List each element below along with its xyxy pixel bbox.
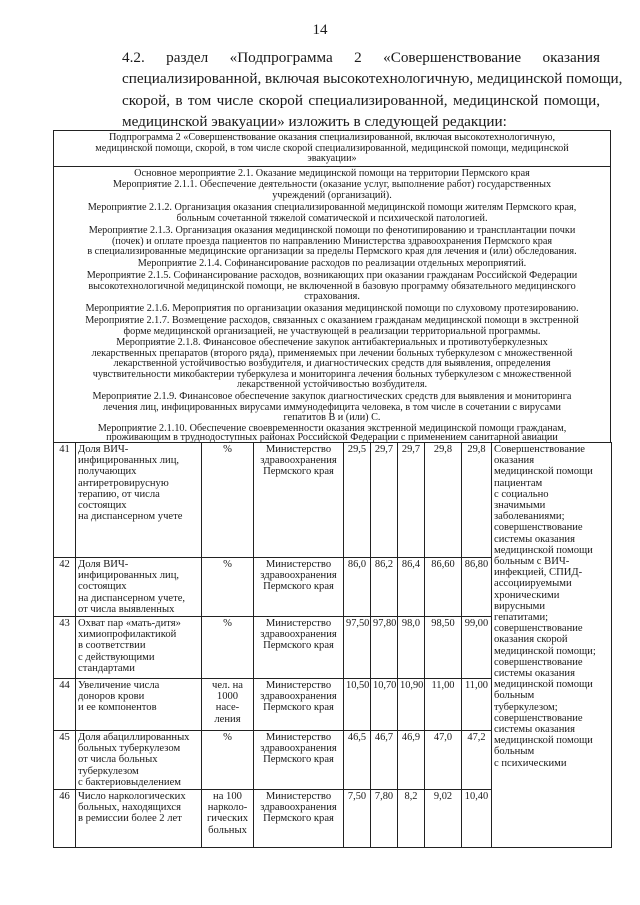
goal-line: Совершенствование: [494, 444, 585, 455]
indicator-value: 86,80: [462, 558, 492, 617]
row-number: 42: [54, 558, 76, 617]
indicator-value: 29,5: [344, 443, 371, 558]
indicator-value: 8,2: [398, 790, 425, 848]
cell-line: здравоохранения: [260, 629, 337, 641]
measure-line: Мероприятие 2.1.6. Мероприятия по организации оказания медицинской помощи по слуховому протезированию.: [85, 303, 579, 314]
indicator-value: 11,00: [462, 679, 492, 731]
cell-line: Министерство: [265, 618, 332, 630]
indicator-value: 98,50: [425, 617, 462, 679]
cell-line: инфицированных лиц,: [78, 455, 180, 467]
measure-line: Мероприятие 2.1.8. Финансовое обеспечение закупок антибактериальных и противотуберкулезных: [116, 337, 548, 348]
cell-line: с действующими: [78, 651, 155, 663]
goal-line: вирусными: [494, 600, 545, 612]
cell-line: насе-: [215, 702, 240, 714]
indicator-name: [76, 617, 202, 679]
cell-line: Министерство: [265, 680, 332, 692]
cell-line: с бактериовыделением: [78, 776, 181, 788]
row-number: 46: [54, 790, 76, 848]
indicator-name: [76, 443, 202, 558]
row-number: 45: [54, 731, 76, 790]
measure-line: учреждений (организаций).: [272, 189, 392, 201]
indicator-value: 10,40: [462, 790, 492, 848]
subprogram-title-line: Подпрограмма 2 «Совершенствование оказания специализированной, включая высокотехнологичную,: [108, 132, 556, 143]
cell-line: здравоохранения: [260, 743, 337, 755]
goal-column: [492, 443, 612, 848]
indicator-value: 29,7: [398, 443, 425, 558]
indicator-value: 99,00: [462, 617, 492, 679]
measure-line: высокотехнологичной медицинской помощи, не включенной в базовую программу обязательного медицинского: [88, 280, 576, 292]
cell-line: %: [223, 444, 232, 455]
cell-line: Увеличение числа: [78, 680, 160, 692]
indicator-value: 86,4: [398, 558, 425, 617]
measure-line: Мероприятие 2.1.4. Софинансирование расходов по реализации отдельных мероприятий.: [137, 258, 527, 269]
measure-line: гепатитов В и (или) С.: [283, 412, 381, 423]
cell-line: нарколо-: [207, 802, 248, 814]
cell-line: в ремиссии более 2 лет: [78, 813, 182, 825]
indicator-value: 46,7: [371, 731, 398, 790]
cell-line: на диспансерном учете,: [78, 592, 186, 604]
unit-of-measure: [202, 443, 254, 558]
indicator-value: 47,0: [425, 731, 462, 790]
row-number: 41: [54, 443, 76, 558]
measure-line: форме медицинской организацией, не участвующей в реализации территориальной программы.: [123, 325, 541, 337]
measure-line: Мероприятие 2.1.9. Финансовое обеспечение закупок диагностических средств для выявления и мониторинга: [92, 391, 572, 402]
cell-line: на диспансерном учете: [78, 511, 183, 523]
goal-line: с психическими: [494, 757, 567, 769]
cell-line: %: [223, 618, 232, 630]
cell-line: здравоохранения: [260, 691, 337, 703]
measure-line: лекарственных препаратов (второго ряда), применяемых при лечении больных туберкулезом с множественной: [91, 347, 573, 359]
cell-line: на 100: [213, 791, 242, 803]
cell-line: 1000: [216, 691, 239, 703]
goal-line: заболеваниями;: [494, 511, 565, 523]
indicator-value: 46,5: [344, 731, 371, 790]
goal-line: с социально: [494, 488, 549, 500]
cell-line: состоящих: [78, 500, 127, 512]
indicator-value: 97,50: [344, 617, 371, 679]
goal-line: системы оказания: [494, 533, 575, 545]
indicator-value: 29,8: [425, 443, 462, 558]
indicator-value: 86,2: [371, 558, 398, 617]
indicator-value: 7,50: [344, 790, 371, 848]
intro-line: медицинской эвакуации» изложить в следующей редакции:: [122, 113, 507, 130]
goal-line: совершенствование: [494, 712, 583, 724]
indicator-value: 7,80: [371, 790, 398, 848]
indicators-table: [53, 442, 612, 848]
indicator-value: 86,0: [344, 558, 371, 617]
cell-line: чел. на: [212, 680, 243, 692]
goal-line: системы оказания: [494, 668, 575, 680]
indicator-value: 10,70: [371, 679, 398, 731]
goal-line: значимыми: [494, 500, 546, 512]
subprogram-title-line: медицинской помощи, скорой, в том числе скорой специализированной, медицинской помощи, медицинской: [95, 142, 569, 154]
unit-of-measure: [202, 679, 254, 731]
subprogram-header-box: [53, 130, 611, 443]
intro-line: 4.2. раздел «Подпрограмма 2 «Совершенствование оказания: [122, 49, 600, 66]
cell-line: и ее компонентов: [78, 702, 157, 714]
intro-line: специализированной, включая высокотехнологичную, медицинской помощи,: [122, 70, 623, 87]
responsible-executor: [254, 679, 344, 731]
goal-line: системы оказания: [494, 724, 575, 736]
responsible-executor: [254, 790, 344, 848]
cell-line: от числа больных: [78, 754, 158, 766]
cell-line: Министерство: [265, 732, 332, 744]
indicator-value: 46,9: [398, 731, 425, 790]
page-number: 14: [312, 22, 328, 38]
cell-line: %: [223, 732, 232, 744]
cell-line: здравоохранения: [260, 802, 337, 814]
indicator-value: 10,90: [398, 679, 425, 731]
unit-of-measure: [202, 617, 254, 679]
cell-line: гических: [206, 813, 249, 825]
cell-line: от числа выявленных: [78, 603, 175, 615]
indicator-value: 86,60: [425, 558, 462, 617]
indicator-value: 10,50: [344, 679, 371, 731]
measure-line: Мероприятие 2.1.10. Обеспечение своевременности оказания экстренной медицинской помощи гражданам,: [97, 422, 567, 434]
unit-of-measure: [202, 731, 254, 790]
responsible-executor: [254, 617, 344, 679]
measure-line: в специализированные медицинские организации за пределы Пермского края для лечения и (или) обследования.: [87, 246, 577, 257]
cell-line: в соответствии: [78, 640, 146, 652]
subprogram-title-line: эвакуации»: [307, 153, 357, 164]
cell-line: Министерство: [265, 559, 332, 570]
goal-line: инфекцией, СПИД-: [494, 567, 583, 579]
indicator-name: [76, 731, 202, 790]
measure-line: Мероприятие 2.1.5. Софинансирование расходов, возникающих при оказании гражданам Российской Федерации: [86, 270, 578, 281]
cell-line: Охват пар «мать-дитя»: [78, 618, 181, 630]
goal-line: совершенствование: [494, 656, 583, 668]
cell-line: Министерство: [265, 791, 332, 803]
goal-line: ассоциируемыми: [494, 578, 572, 590]
divider: [54, 166, 610, 167]
goal-line: оказания: [494, 455, 535, 467]
cell-line: здравоохранения: [260, 455, 337, 467]
measure-line: больным сочетанной тяжелой соматической и психической патологией.: [176, 212, 488, 224]
cell-line: Пермского края: [263, 581, 334, 593]
indicator-name: [76, 790, 202, 848]
cell-line: доноров крови: [78, 691, 145, 703]
goal-line: пациентам: [494, 477, 543, 489]
goal-line: гепатитами;: [494, 612, 549, 624]
measure-line: проживающим в труднодоступных районах Российской Федерации с применением санитарной авиации: [106, 432, 558, 443]
measure-line: лекарственной устойчивостью возбудителя, и диагностических средств для выявления, определения: [113, 358, 551, 369]
goal-line: хроническими: [494, 589, 560, 601]
goal-line: туберкулезом;: [494, 701, 558, 713]
cell-line: Доля абациллированных: [78, 732, 190, 744]
indicator-value: 11,00: [425, 679, 462, 731]
measure-line: Мероприятие 2.1.2. Организация оказания специализированной медицинской помощи жителям Пермского края,: [87, 202, 577, 213]
intro-continuation: [122, 68, 623, 133]
indicator-value: 98,0: [398, 617, 425, 679]
cell-line: состоящих: [78, 581, 127, 593]
indicator-value: 97,80: [371, 617, 398, 679]
cell-line: стандартами: [78, 662, 135, 674]
cell-line: %: [223, 559, 232, 570]
cell-line: Число наркологических: [78, 791, 186, 803]
goal-line: медицинской помощи: [494, 466, 593, 478]
responsible-executor: [254, 558, 344, 617]
cell-line: Пермского края: [263, 813, 334, 825]
cell-line: Пермского края: [263, 702, 334, 714]
unit-of-measure: [202, 790, 254, 848]
indicator-value: 47,2: [462, 731, 492, 790]
cell-line: Доля ВИЧ-: [78, 444, 129, 455]
main-measure: Основное мероприятие 2.1. Оказание медицинской помощи на территории Пермского края: [134, 168, 530, 179]
cell-line: получающих: [78, 466, 137, 478]
intro-line: скорой, в том числе скорой специализированной, медицинской помощи,: [122, 91, 600, 109]
goal-line: совершенствование: [494, 522, 583, 534]
cell-line: терапию, от числа: [78, 488, 160, 500]
responsible-executor: [254, 731, 344, 790]
responsible-executor: [254, 443, 344, 558]
indicator-value: 9,02: [425, 790, 462, 848]
cell-line: ления: [214, 713, 241, 725]
table-row: [54, 443, 612, 558]
goal-line: медицинской помощи: [494, 544, 593, 556]
measure-line: Мероприятие 2.1.7. Возмещение расходов, связанных с оказанием гражданам медицинской помощи в экстренной: [85, 315, 579, 326]
measure-line: Мероприятие 2.1.3. Организация оказания медицинской помощи по фенотипированию и трансплантации почки: [88, 225, 576, 236]
goal-line: медицинской помощи: [494, 735, 593, 747]
cell-line: химиопрофилактикой: [78, 629, 177, 641]
cell-line: антиретровирусную: [78, 477, 169, 489]
measure-line: страхования.: [304, 291, 360, 302]
cell-line: Доля ВИЧ-: [78, 559, 129, 570]
measure-line: (почек) и оплате проезда пациентов по направлению Министерства здравоохранения Пермского края: [111, 235, 553, 247]
cell-line: больных: [208, 824, 247, 836]
indicator-value: 29,7: [371, 443, 398, 558]
goal-line: оказания скорой: [494, 634, 568, 646]
cell-line: больных, находящихся: [78, 802, 181, 814]
cell-line: Пермского края: [263, 754, 334, 766]
cell-line: туберкулезом: [78, 765, 139, 777]
measure-line: чувствительности микобактерии туберкулеза и мониторинга лечения больных туберкулезом с множественной: [92, 368, 572, 380]
measure-line: лечения лиц, инфицированных вирусами иммунодефицита человека, в том числе в сочетании с вирусами: [102, 401, 562, 413]
goal-line: медицинской помощи: [494, 679, 593, 691]
measure-line: Мероприятие 2.1.1. Обеспечение деятельности (оказание услуг, выполнение работ) государственных: [112, 179, 552, 190]
intro-paragraph: [122, 47, 600, 69]
row-number: 43: [54, 617, 76, 679]
unit-of-measure: [202, 558, 254, 617]
indicator-name: [76, 558, 202, 617]
measure-line: лекарственной устойчивостью возбудителя.: [236, 379, 428, 390]
cell-line: Пермского края: [263, 466, 334, 478]
cell-line: инфицированных лиц,: [78, 570, 180, 582]
goal-line: совершенствование: [494, 623, 583, 635]
cell-line: Пермского края: [263, 640, 334, 652]
cell-line: больных туберкулезом: [78, 743, 181, 755]
indicator-value: 29,8: [462, 443, 492, 558]
goal-line: больным с ВИЧ-: [494, 556, 570, 568]
cell-line: здравоохранения: [260, 570, 337, 582]
indicator-name: [76, 679, 202, 731]
goal-line: медицинской помощи;: [494, 645, 596, 657]
cell-line: Министерство: [265, 444, 332, 455]
goal-line: больным: [494, 746, 535, 758]
row-number: 44: [54, 679, 76, 731]
goal-line: больным: [494, 690, 535, 702]
